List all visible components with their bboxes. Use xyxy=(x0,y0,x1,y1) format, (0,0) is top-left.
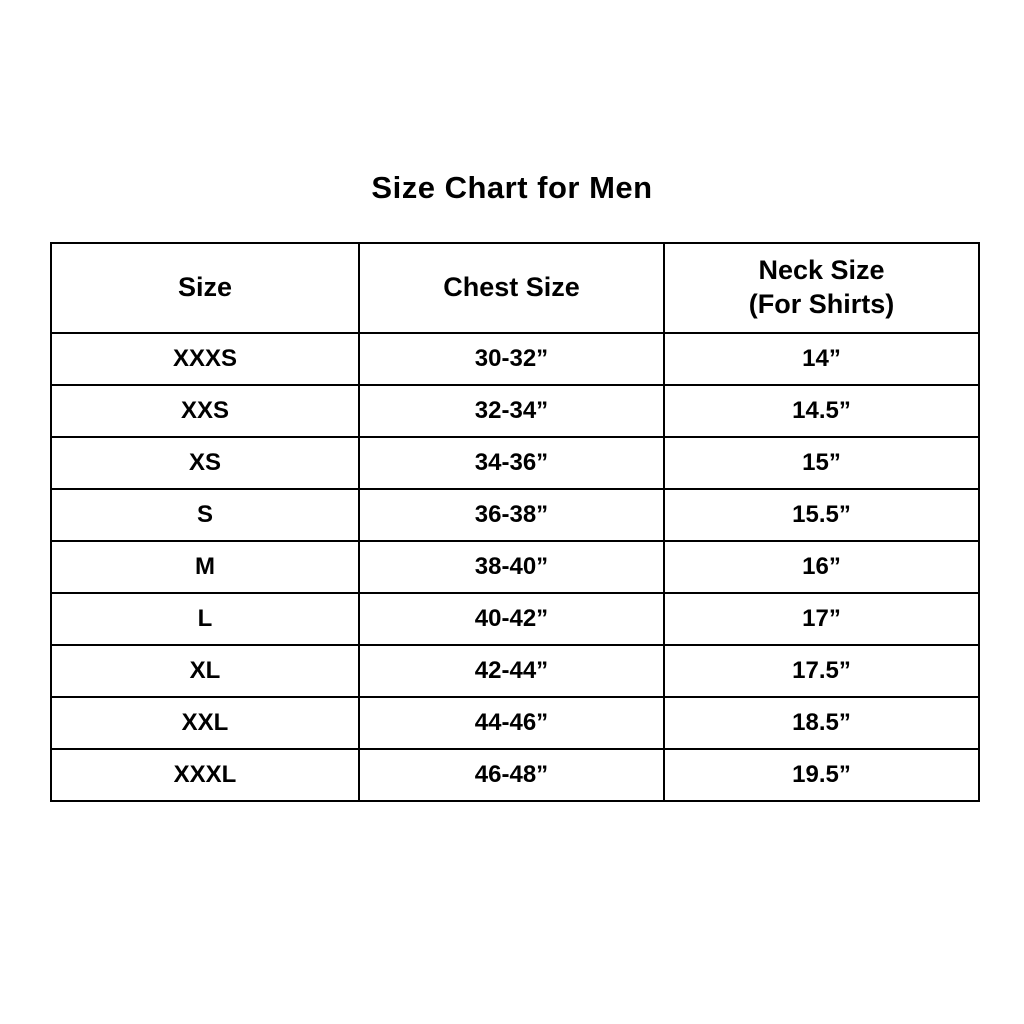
table-cell: 38-40” xyxy=(359,541,664,593)
table-cell: 18.5” xyxy=(664,697,979,749)
table-row xyxy=(51,645,979,697)
table-cell: 36-38” xyxy=(359,489,664,541)
table-cell: S xyxy=(51,489,359,541)
table-cell: 34-36” xyxy=(359,437,664,489)
table-cell: XXXL xyxy=(51,749,359,801)
table-cell: M xyxy=(51,541,359,593)
table-row xyxy=(51,541,979,593)
table-cell: 42-44” xyxy=(359,645,664,697)
table-cell: 17” xyxy=(664,593,979,645)
table-cell: 15” xyxy=(664,437,979,489)
table-cell: L xyxy=(51,593,359,645)
table-cell: XS xyxy=(51,437,359,489)
table-cell: XL xyxy=(51,645,359,697)
table-row xyxy=(51,697,979,749)
table-cell: XXXS xyxy=(51,333,359,385)
table-header-row xyxy=(51,243,979,333)
table-row xyxy=(51,385,979,437)
table-cell: 16” xyxy=(664,541,979,593)
table-cell: 46-48” xyxy=(359,749,664,801)
table-cell: 40-42” xyxy=(359,593,664,645)
column-header: Size xyxy=(51,243,359,333)
table-cell: 14” xyxy=(664,333,979,385)
page-title: Size Chart for Men xyxy=(371,170,653,205)
table-cell: XXS xyxy=(51,385,359,437)
table-cell: 32-34” xyxy=(359,385,664,437)
column-header: Chest Size xyxy=(359,243,664,333)
table-cell: 30-32” xyxy=(359,333,664,385)
table-cell: 44-46” xyxy=(359,697,664,749)
table-cell: 17.5” xyxy=(664,645,979,697)
table-cell: 14.5” xyxy=(664,385,979,437)
table-row xyxy=(51,333,979,385)
table-row xyxy=(51,593,979,645)
table-cell: 19.5” xyxy=(664,749,979,801)
table-row xyxy=(51,437,979,489)
column-header: Neck Size (For Shirts) xyxy=(664,243,979,333)
table-cell: 15.5” xyxy=(664,489,979,541)
size-chart-table xyxy=(50,242,980,802)
table-row xyxy=(51,489,979,541)
table-body xyxy=(51,333,979,801)
table-cell: XXL xyxy=(51,697,359,749)
table-row xyxy=(51,749,979,801)
